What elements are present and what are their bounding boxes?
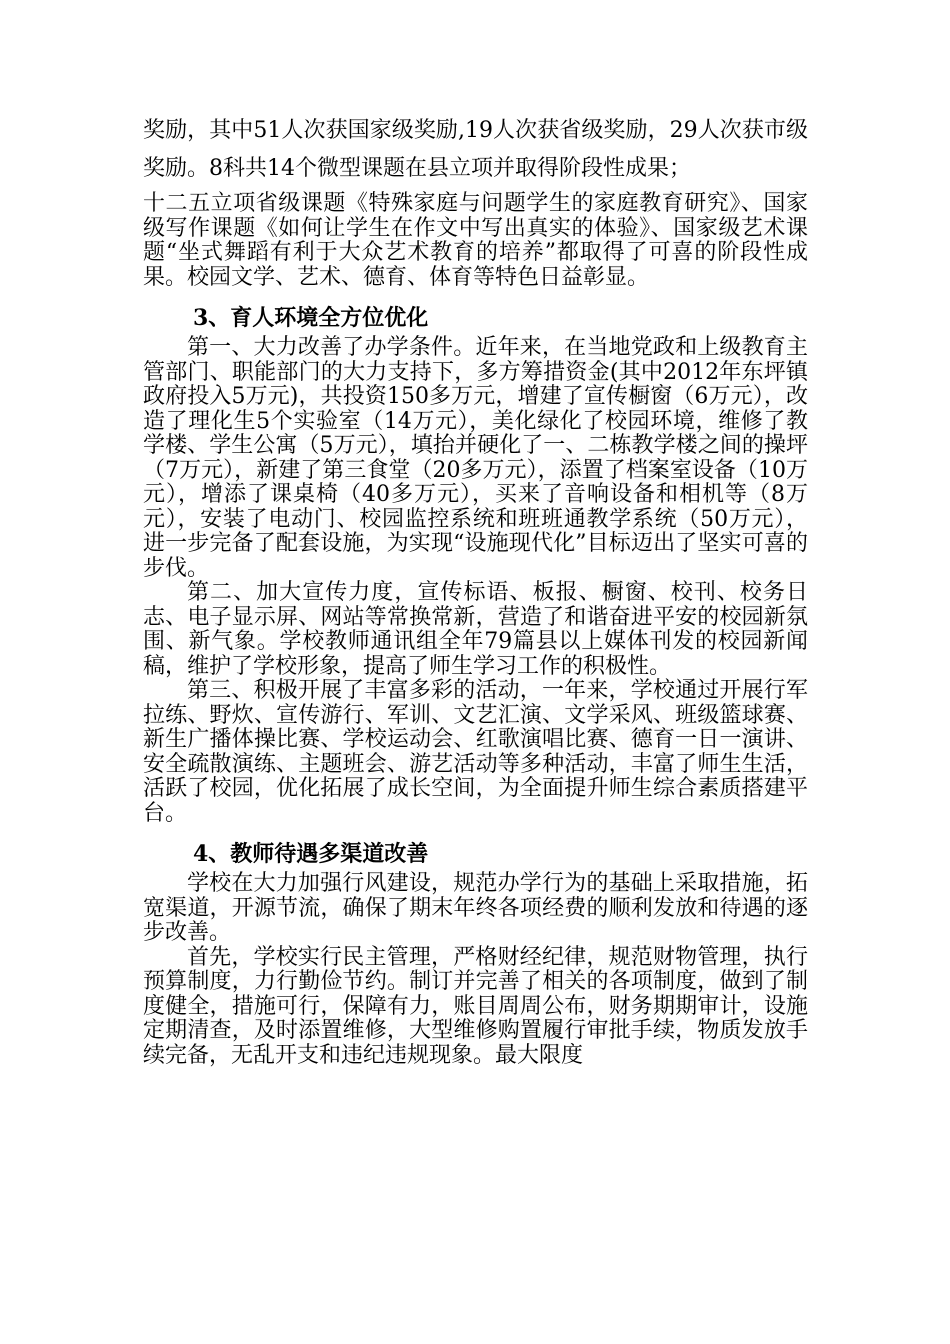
paragraph-management: 首先，学校实行民主管理，严格财经纪律，规范财物管理，执行预算制度，力行勤俭节约。制订并完善了相关的各项制度，做到了制度健全，措施可行，保障有力，账目周周公布，财务期期审计，设施定期清查，及时添置维修，大型维修购置履行审批手续，物质发放手续完备，无乱开支和违纪违规现象。最大限度 <box>143 944 808 1068</box>
section-heading-3: 3、育人环境全方位优化 <box>193 305 429 331</box>
document-page <box>143 112 808 1068</box>
paragraph-research-topics: 十二五立项省级课题《特殊家庭与问题学生的家庭教育研究》、国家级写作课题《如何让学生在作文中写出真实的体验》、国家级艺术课题“坐式舞蹈有利于大众艺术教育的培养”都取得了可喜的阶段性成果。校园文学、艺术、德育、体育等特色日益彰显。 <box>143 191 808 290</box>
paragraph-activities: 第三、积极开展了丰富多彩的活动，一年来，学校通过开展行军拉练、野炊、宣传游行、军训、文艺汇演、文学采风、班级篮球赛、新生广播体操比赛、学校运动会、红歌演唱比赛、德育一日一演讲、安全疏散演练、主题班会、游艺活动等多种活动，丰富了师生生活，活跃了校园，优化拓展了成长空间，为全面提升师生综合素质搭建平台。 <box>143 678 808 826</box>
paragraph-funding: 学校在大力加强行风建设，规范办学行为的基础上采取措施，拓宽渠道，开源节流，确保了期末年终各项经费的顺利发放和待遇的逐步改善。 <box>143 871 808 945</box>
paragraph-publicity: 第二、加大宣传力度，宣传标语、板报、橱窗、校刊、校务日志、电子显示屏、网站等常换常新，营造了和谐奋进平安的校园新氛围、新气象。学校教师通讯组全年79篇县以上媒体刊发的校园新闻稿，维护了学校形象，提高了师生学习工作的积极性。 <box>143 580 808 679</box>
section-heading-4: 4、教师待遇多渠道改善 <box>193 841 429 867</box>
paragraph-conditions: 第一、大力改善了办学条件。近年来，在当地党政和上级教育主管部门、职能部门的大力支持下，多方筹措资金(其中2012年东坪镇政府投入5万元)，共投资150多万元，增建了宣传橱窗（6万元），改造了理化生5个实验室（14万元），美化绿化了校园环境，维修了教学楼、学生公寓（5万元），填抬并硬化了一、二栋教学楼之间的操坪（7万元），新建了第三食堂（20多万元），添置了档案室设备（10万元），增添了课桌椅（40多万元），买来了音响设备和相机等（8万元），安装了电动门、校园监控系统和班班通教学系统（50万元），进一步完备了配套设施，为实现“设施现代化”目标迈出了坚实可喜的步伐。 <box>143 335 808 581</box>
paragraph-awards: 奖励，其中51人次获国家级奖励,19人次获省级奖励，29人次获市级奖励。8科共14个微型课题在县立项并取得阶段性成果； <box>143 118 808 181</box>
